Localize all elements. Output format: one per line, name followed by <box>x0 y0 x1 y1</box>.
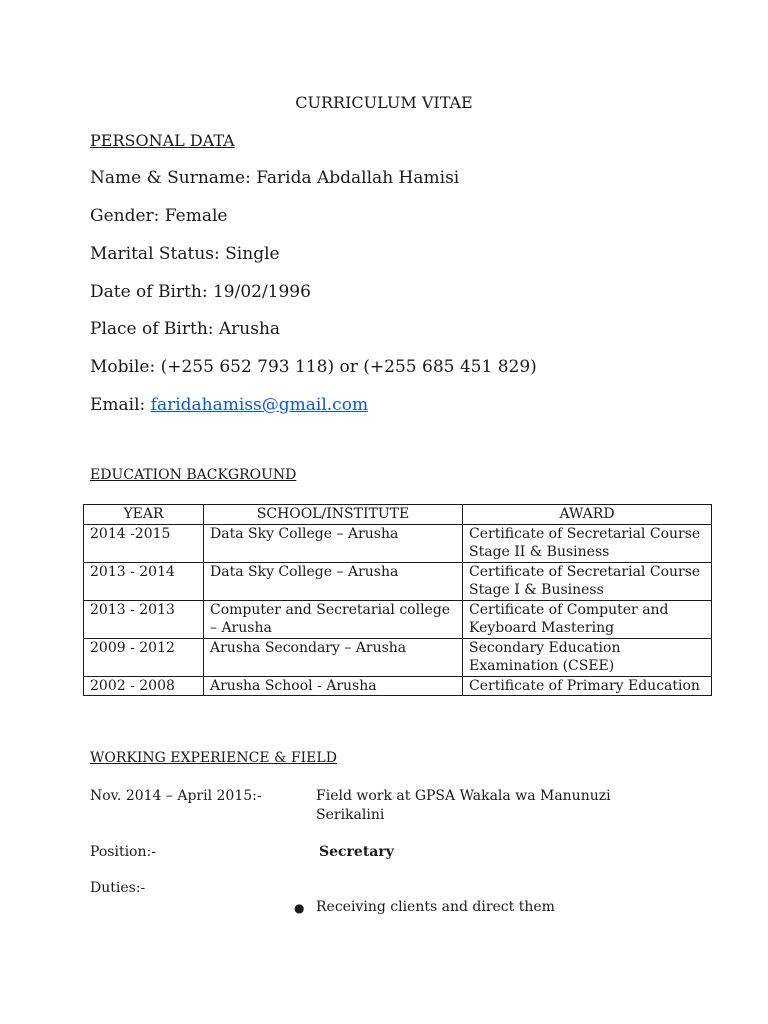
table-row <box>84 600 712 638</box>
position-label: Position:- <box>90 844 156 860</box>
education-table <box>83 504 712 696</box>
table-row <box>84 638 712 676</box>
award-line: Keyboard Mastering <box>469 620 615 636</box>
school-cell <box>204 562 463 600</box>
experience-period-line-2: Serikalini <box>316 807 385 823</box>
year-cell: 2009 - 2012 <box>84 638 204 676</box>
mobile-line: Mobile: (+255 652 793 118) or (+255 685 451 829) <box>90 357 537 377</box>
table-row <box>84 562 712 600</box>
duties-label: Duties:- <box>90 880 146 896</box>
award-cell <box>463 676 712 696</box>
experience-period-label: Nov. 2014 – April 2015:- <box>90 788 262 804</box>
award-cell <box>463 524 712 562</box>
year-cell: 2014 -2015 <box>84 524 204 562</box>
marital-status-line: Marital Status: Single <box>90 244 280 264</box>
place-of-birth-line: Place of Birth: Arusha <box>90 319 281 339</box>
award-cell <box>463 638 712 676</box>
award-line: Secondary Education <box>469 639 621 656</box>
school-cell <box>204 524 463 562</box>
working-experience-heading: WORKING EXPERIENCE & FIELD <box>90 750 337 766</box>
year-cell: 2013 - 2013 <box>84 600 204 638</box>
school-line: Computer and Secretarial college <box>210 601 451 618</box>
gender-line: Gender: Female <box>90 206 228 226</box>
school-cell <box>204 676 463 696</box>
year-cell: 2013 - 2014 <box>84 562 204 600</box>
school-line: – Arusha <box>210 620 272 636</box>
award-line: Certificate of Secretarial Course <box>469 563 701 580</box>
email-line <box>90 395 368 415</box>
personal-data-heading: PERSONAL DATA <box>90 131 235 150</box>
award-cell <box>463 600 712 638</box>
column-header-school: SCHOOL/INSTITUTE <box>204 505 463 525</box>
award-line: Stage II & Business <box>469 544 610 560</box>
award-line: Certificate of Computer and <box>469 601 669 618</box>
education-heading: EDUCATION BACKGROUND <box>90 467 297 483</box>
school-cell <box>204 600 463 638</box>
award-line: Stage I & Business <box>469 582 604 598</box>
year-cell: 2002 - 2008 <box>84 676 204 696</box>
email-link[interactable]: faridahamiss@gmail.com <box>150 395 369 415</box>
date-of-birth-line: Date of Birth: 19/02/1996 <box>90 282 311 302</box>
name-line: Name & Surname: Farida Abdallah Hamisi <box>90 168 460 188</box>
duty-item: Receiving clients and direct them <box>316 899 555 915</box>
school-line: Data Sky College – Arusha <box>210 525 399 542</box>
school-line: Arusha Secondary – Arusha <box>210 639 407 656</box>
education-table-header <box>84 505 712 525</box>
experience-period-line-1: Field work at GPSA Wakala wa Manunuzi <box>316 788 611 804</box>
award-cell <box>463 562 712 600</box>
school-line: Data Sky College – Arusha <box>210 563 399 580</box>
school-cell <box>204 638 463 676</box>
column-header-award: AWARD <box>463 505 712 525</box>
award-line: Certificate of Secretarial Course <box>469 525 701 542</box>
school-line: Arusha School - Arusha <box>210 677 377 694</box>
column-header-year: YEAR <box>84 505 204 525</box>
award-line: Examination (CSEE) <box>469 658 615 674</box>
email-label: Email: <box>90 395 151 415</box>
table-row <box>84 524 712 562</box>
bullet-icon: ● <box>294 901 305 915</box>
award-line: Certificate of Primary Education <box>469 677 700 694</box>
document-title: CURRICULUM VITAE <box>295 93 473 112</box>
table-row <box>84 676 712 696</box>
position-value: Secretary <box>319 844 394 860</box>
